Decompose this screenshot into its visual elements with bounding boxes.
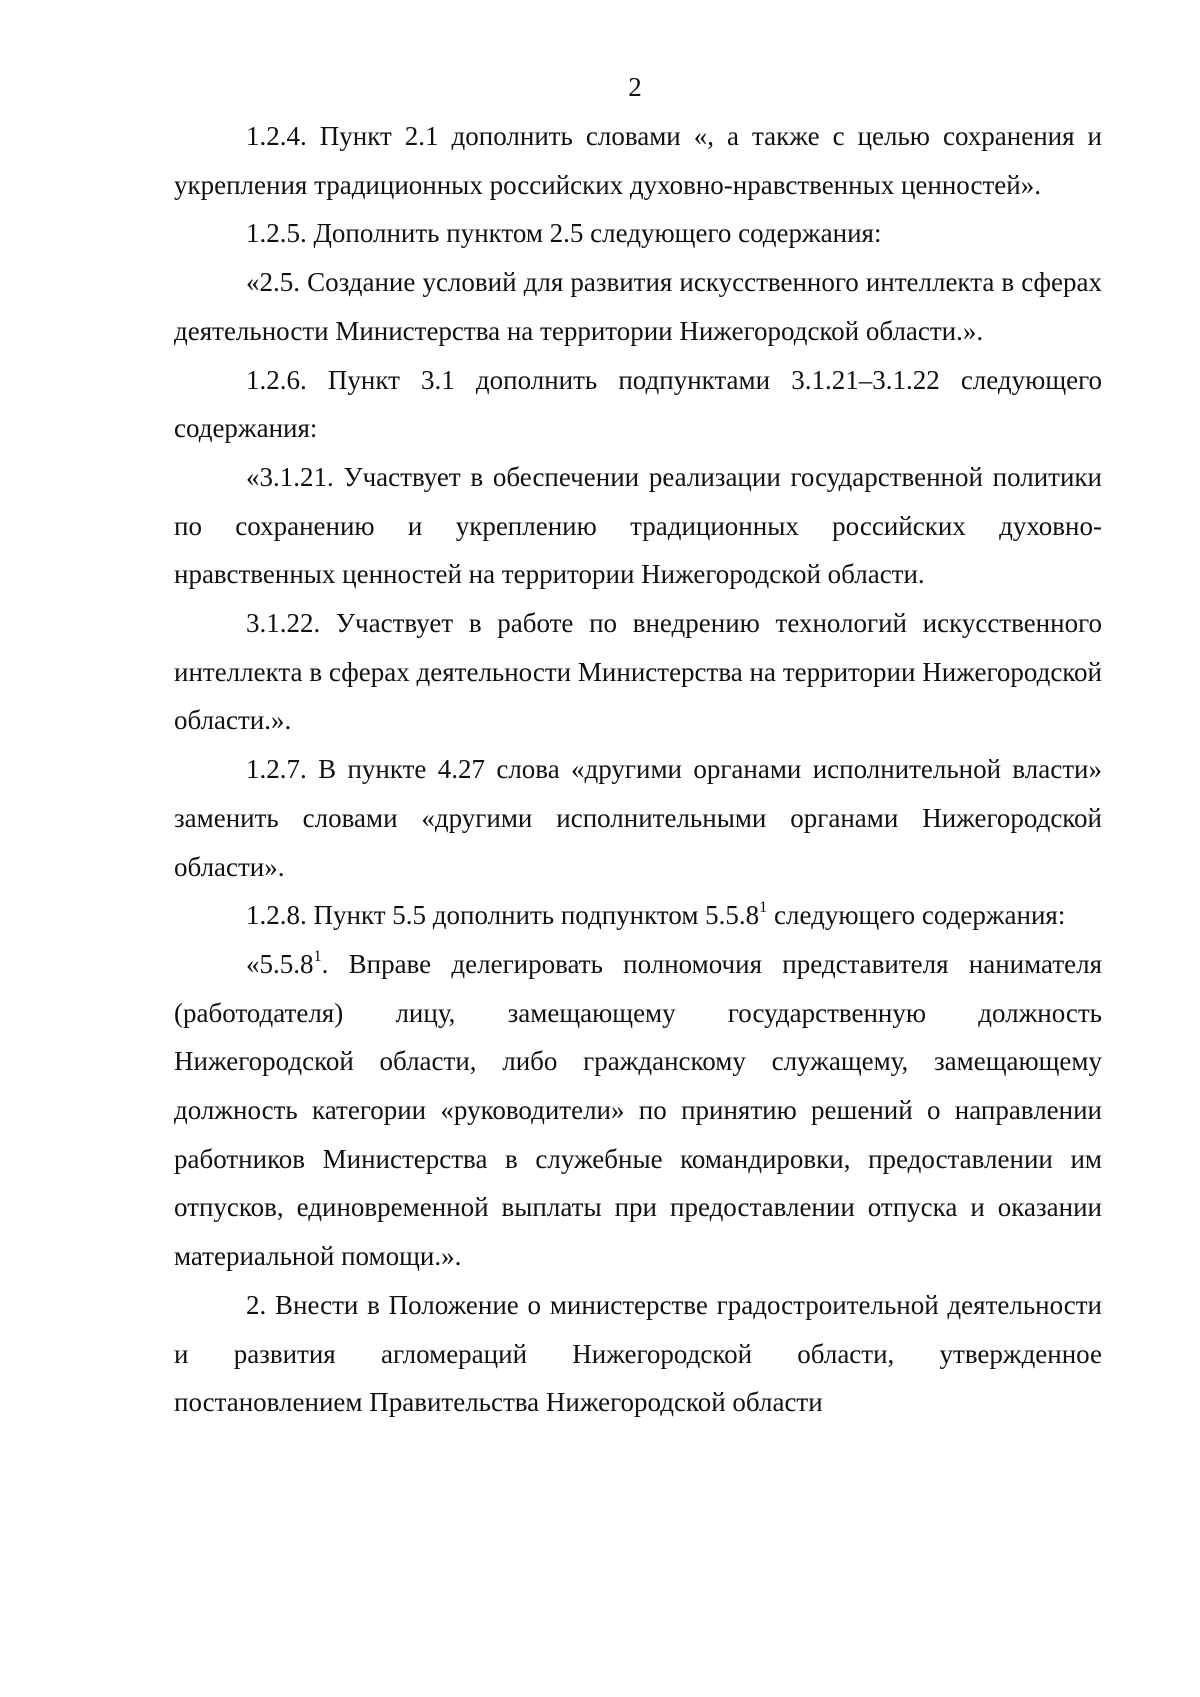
paragraph-5-5-8-quote [174, 940, 1102, 1281]
paragraph-1-2-8-text-before: 1.2.8. Пункт 5.5 дополнить подпунктом 5.5.8 [246, 900, 760, 931]
paragraph-3-1-21-quote: «3.1.21. Участвует в обеспечении реализации государственной политики по сохранению и укреплению традиционных российских духовно-нравственных ценностей на территории Нижегородской области. [174, 461, 1102, 590]
paragraph-5-5-8-text-after: . Вправе делегировать полномочия представителя нанимателя (работодателя) лицу, замещающему государственную должность Нижегородской области, либо гражданскому служащему, замещающему должность категории «руководители» по принятию решений о направлении работников Министерства в служебные командировки, предоставлении им отпусков, единовременной выплаты при предоставлении отпуска и оказании материальной помощи.». [174, 948, 1102, 1272]
paragraph-1-2-5: 1.2.5. Дополнить пунктом 2.5 следующего содержания: [246, 218, 882, 249]
superscript-mark: 1 [759, 898, 768, 917]
superscript-mark: 1 [313, 946, 322, 965]
paragraph-5-5-8-text-before: «5.5.8 [246, 948, 314, 979]
document-body [174, 112, 1102, 1427]
paragraph-1-2-6: 1.2.6. Пункт 3.1 дополнить подпунктами 3.1.21–3.1.22 следующего содержания: [174, 364, 1102, 444]
paragraph-2-5-quote: «2.5. Создание условий для развития искусственного интеллекта в сферах деятельности Министерства на территории Нижегородской области.». [174, 267, 1102, 346]
paragraph-1-2-8-text-after: следующего содержания: [767, 900, 1066, 931]
paragraph-1-2-4: 1.2.4. Пункт 2.1 дополнить словами «, а также с целью сохранения и укрепления традиционных российских духовно-нравственных ценностей». [174, 121, 1102, 200]
paragraph-3-1-22: 3.1.22. Участвует в работе по внедрению технологий искусственного интеллекта в сферах деятельности Министерства на территории Нижегородской области.». [174, 608, 1102, 736]
paragraph-2: 2. Внести в Положение о министерстве градостроительной деятельности и развития агломераций Нижегородской области, утвержденное постановлением Правительства Нижегородской области [174, 1289, 1102, 1418]
paragraph-1-2-7: 1.2.7. В пункте 4.27 слова «другими органами исполнительной власти» заменить словами «другими исполнительными органами Нижегородской области». [174, 754, 1102, 882]
page-number: 2 [628, 72, 642, 102]
paragraph-1-2-8 [174, 891, 1102, 940]
